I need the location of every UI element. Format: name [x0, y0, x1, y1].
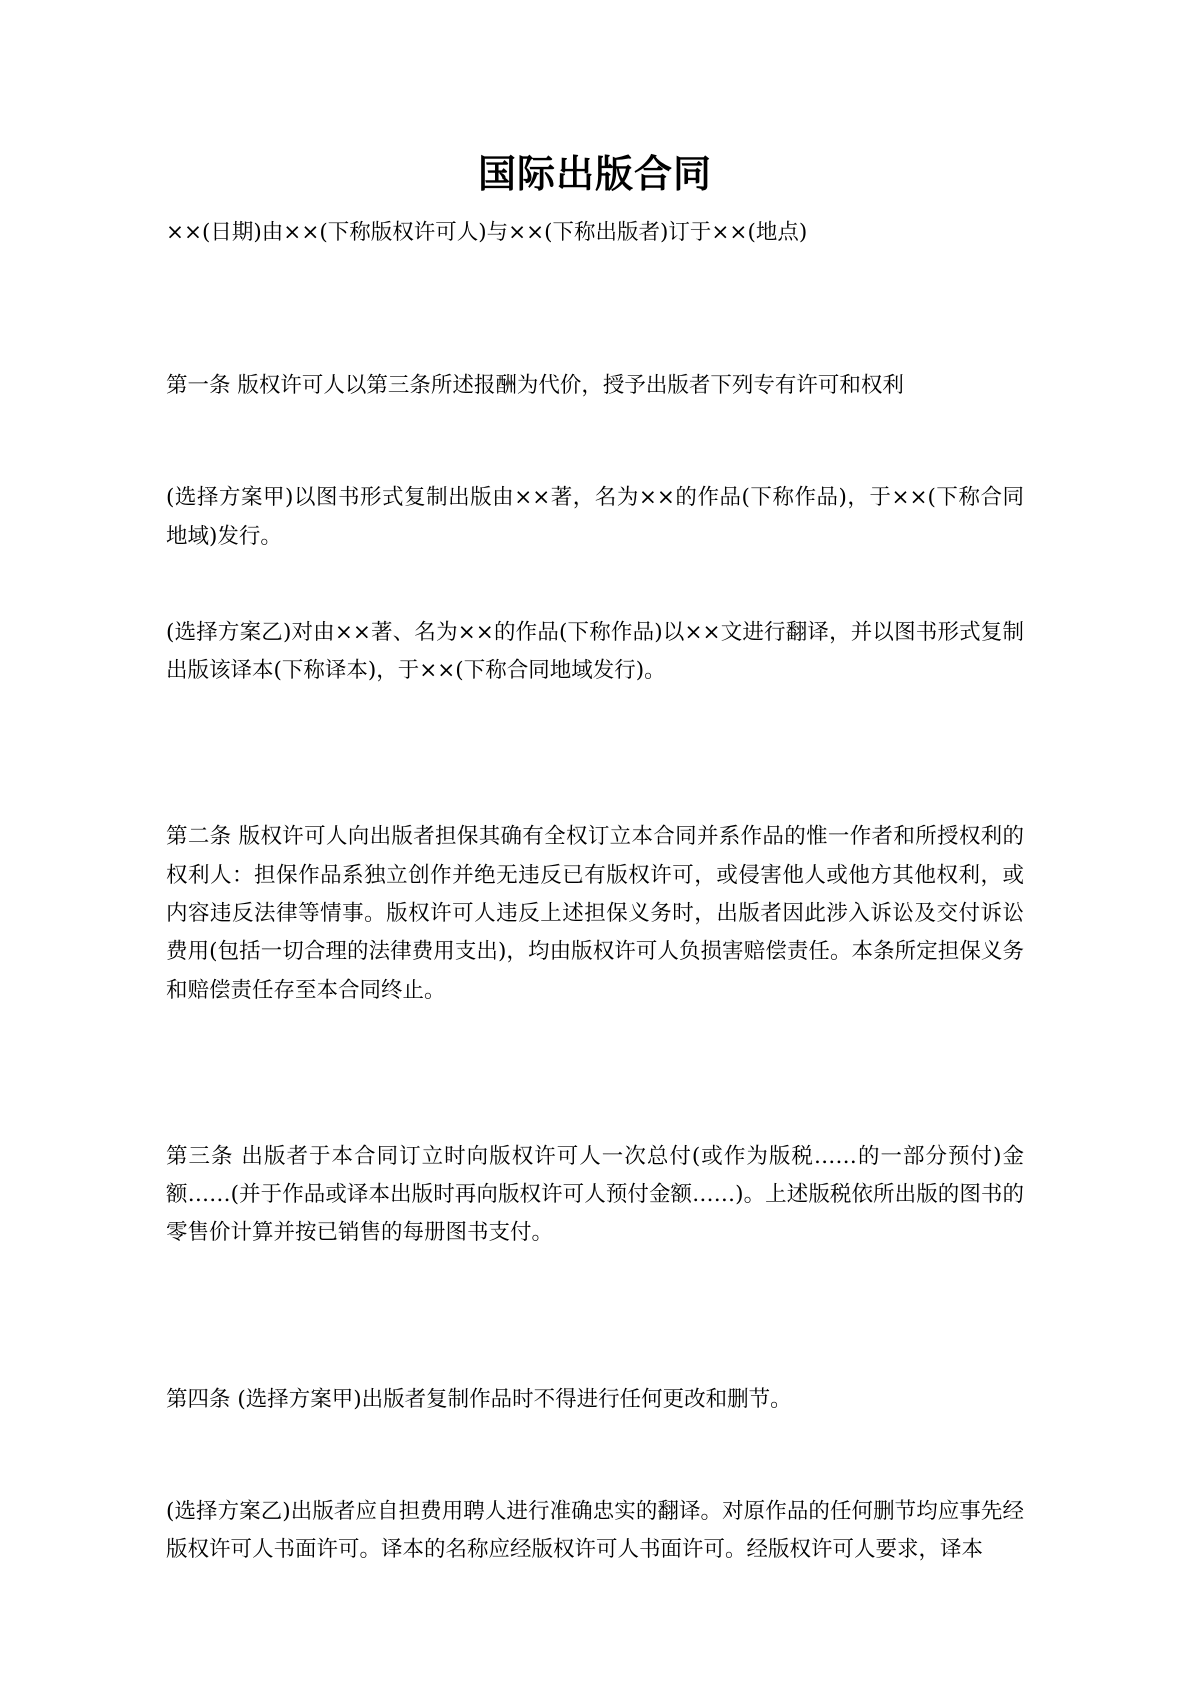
clause-article-four-option-b: (选择方案乙)出版者应自担费用聘人进行准确忠实的翻译。对原作品的任何删节均应事先经版权许可人书面许可。译本的名称应经版权许可人书面许可。经版权许可人要求，译本 [166, 1498, 1024, 1563]
clause-article-one-option-a: (选择方案甲)以图书形式复制出版由××著，名为××的作品(下称作品)，于××(下称合同地域)发行。 [166, 485, 1024, 549]
spacer [166, 1253, 1024, 1381]
document-body [166, 0, 1024, 1569]
clause-article-two: 第二条 版权许可人向出版者担保其确有全权订立本合同并系作品的惟一作者和所授权利的权利人：担保作品系独立创作并绝无违反已有版权许可，或侵害他人或他方其他权利，或内容违反法律等情事。版权许可人违反上述担保义务时，出版者因此涉入诉讼及交付诉讼费用(包括一切合理的法律费用支出)，均由版权许可人负损害赔偿责任。本条所定担保义务和赔偿责任存至本合同终止。 [166, 824, 1024, 1003]
page-title: 国际出版合同 [477, 151, 712, 196]
spacer [166, 1010, 1024, 1138]
contract-preamble: ××(日期)由××(下称版权许可人)与××(下称出版者)订于××(地点) [166, 219, 808, 245]
spacer [166, 690, 1024, 818]
clause-article-one-option-b: (选择方案乙)对由××著、名为××的作品(下称作品)以××文进行翻译，并以图书形式复制出版该译本(下称译本)，于××(下称合同地域发行)。 [166, 619, 1024, 684]
clause-article-four: 第四条 (选择方案甲)出版者复制作品时不得进行任何更改和删节。 [166, 1386, 792, 1412]
spacer [166, 405, 1024, 479]
clause-article-one: 第一条 版权许可人以第三条所述报酬为代价，授予出版者下列专有许可和权利 [166, 373, 904, 399]
spacer [166, 251, 1024, 367]
clause-article-three: 第三条 出版者于本合同订立时向版权许可人一次总付(或作为版税……的一部分预付)金额……(并于作品或译本出版时再向版权许可人预付金额……)。上述版税依所出版的图书的零售价计算并按已销售的每册图书支付。 [166, 1143, 1024, 1246]
spacer [166, 1419, 1024, 1493]
spacer [166, 556, 1024, 614]
